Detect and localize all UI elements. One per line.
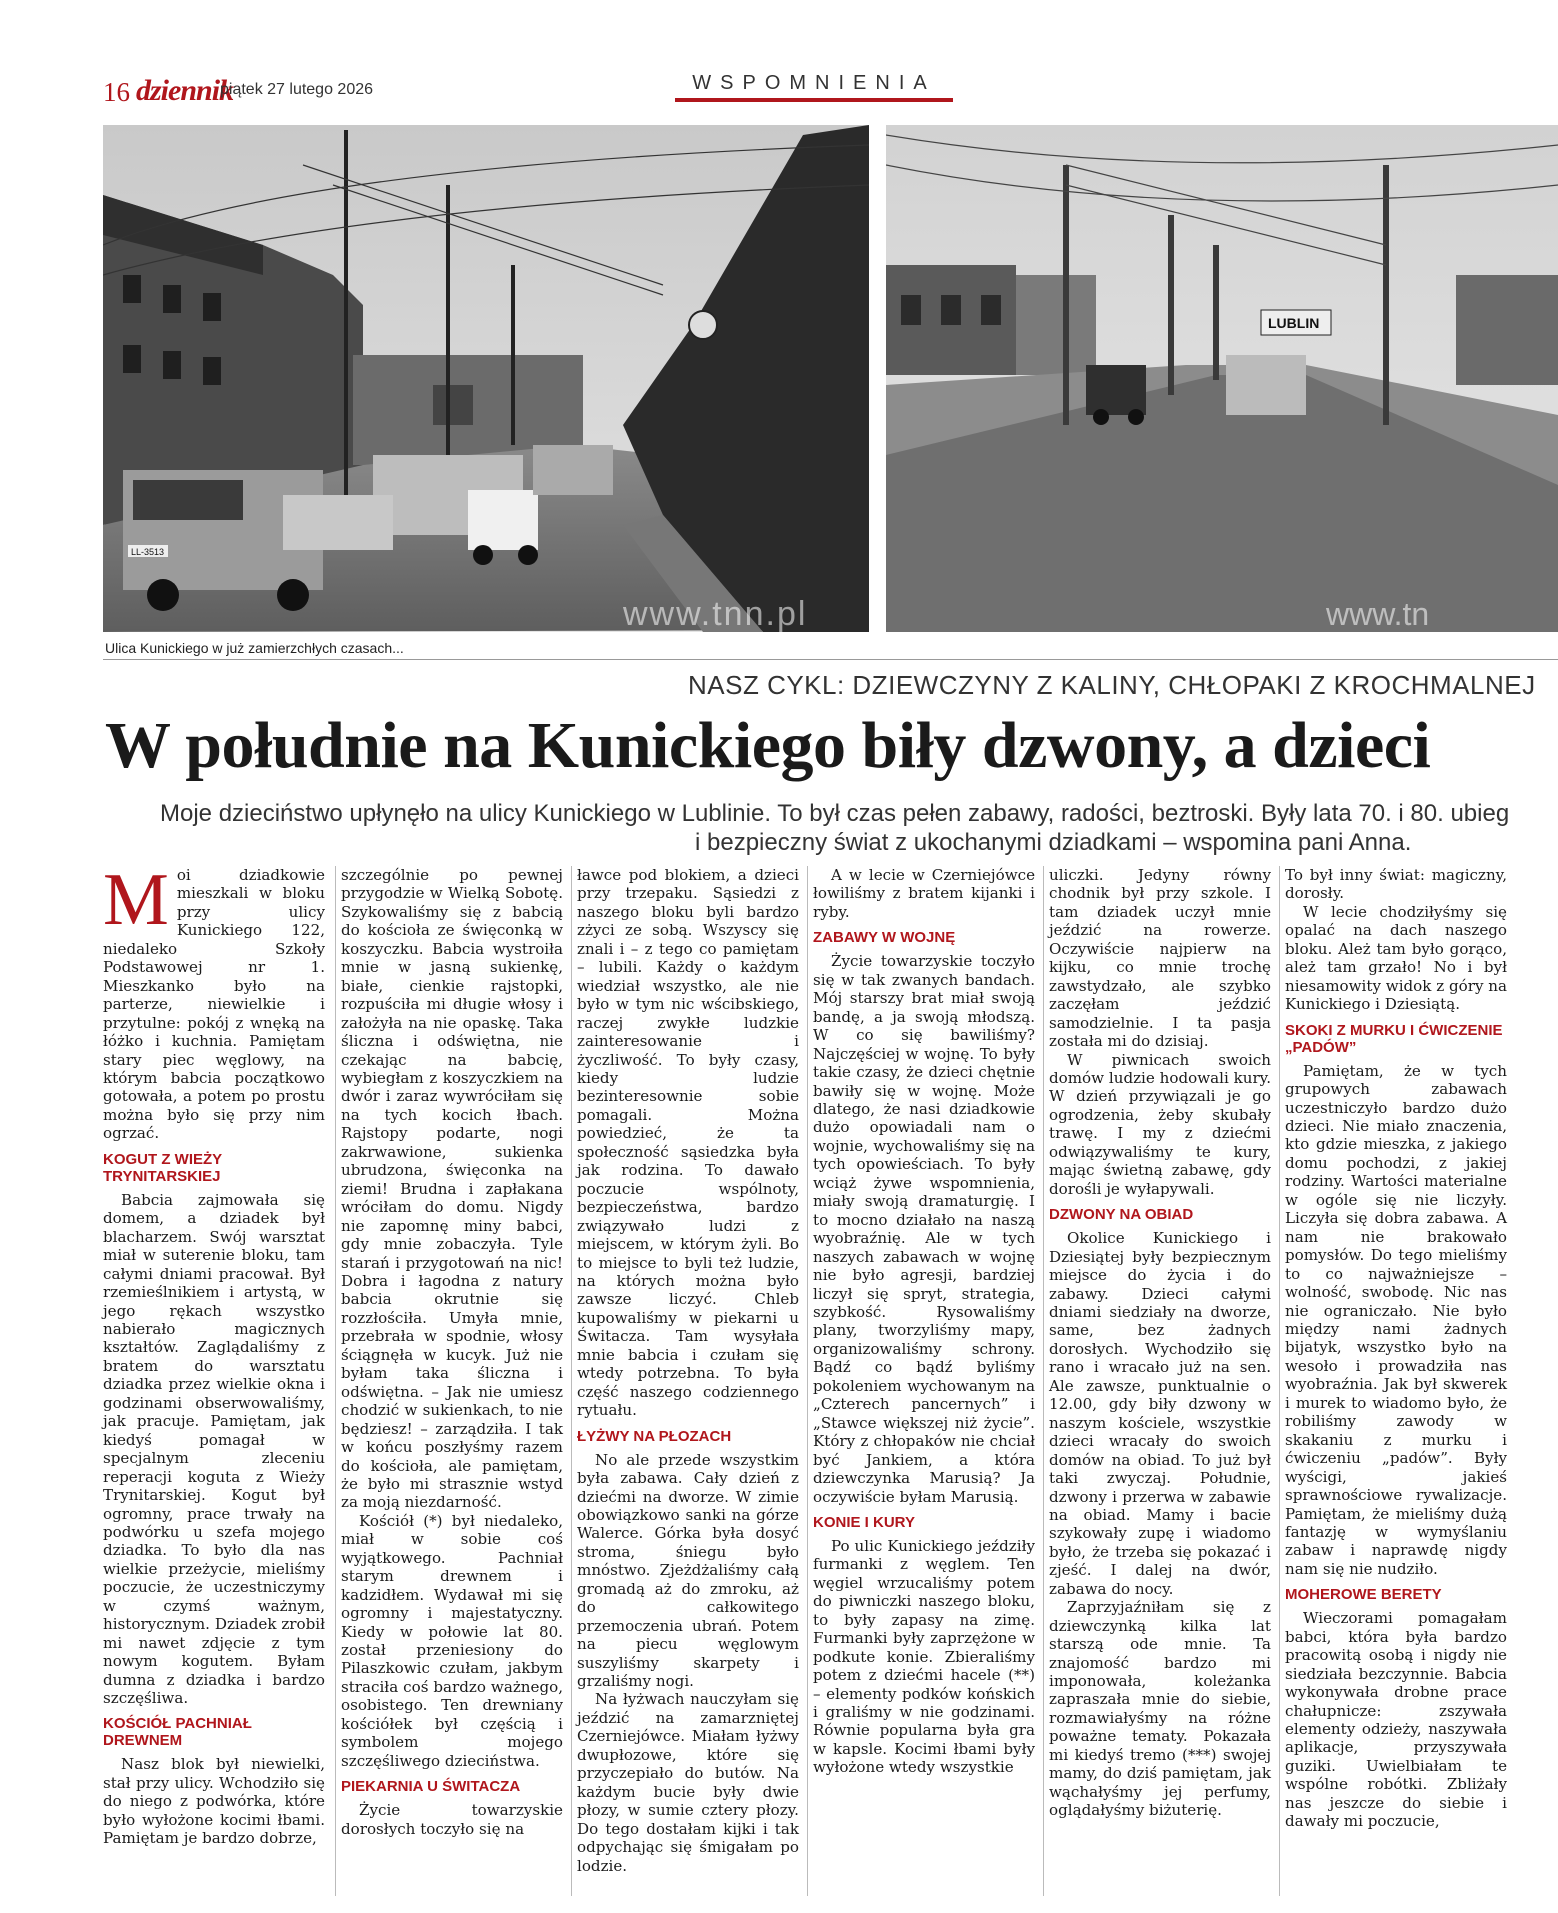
section-title: WSPOMNIENIA	[692, 72, 936, 94]
column-divider	[335, 866, 336, 1896]
subheading: DZWONY NA OBIAD	[1049, 1206, 1194, 1224]
watermark-right: www.tn	[1326, 596, 1430, 632]
subheading: KONIE I KURY	[813, 1513, 915, 1531]
headline: W południe na Kunickiego biły dzwony, a dzieci	[105, 709, 1431, 782]
article-column-4	[813, 866, 1035, 1777]
section-underline	[675, 98, 953, 102]
paragraph: Życie towarzyskie toczyło się w tak zwanych bandach. Mój starszy brat miał swoją bandę, a ja swoją młodszą. W co się bawiliśmy? Najczęściej w wojnę. To były takie czasy, że dzieci chętnie bawiły się w wojnę. Może dlatego, że nasi dziadkowie dużo opowiadali nam o wojnie, wychowaliśmy się na tych opowieściach. To były wciąż żywe wspomnienia, miały swoją dramaturgię. I to mocno działało na naszą wyobraźnię. Ale w tych naszych zabawach w wojnę nie było agresji, bardziej liczył się spryt, strategia, szybkość. Rysowaliśmy plany, tworzyliśmy mapy, organizowaliśmy schrony. Bądź co bądź byliśmy pokoleniem wychowanym na „Czterech pancernych” i „Stawce większej niż życie”. Który z chłopaków nie chciał być Jankiem, a która dziewczynka Marusią? Ja oczywiście byłam Marusią.	[813, 952, 1035, 1506]
paragraph: Zaprzyjaźniłam się z dziewczynką kilka lat starszą ode mnie. Ta znajomość bardzo mi imponowała, koleżanka zapraszała mnie do siebie, rozmawiałyśmy na różne poważne tematy. Pokazała mi kiedyś tremo (***) swojej mamy, do dziś pamiętam, jak wąchałyśmy jej perfumy, oglądałyśmy biżuterię.	[1049, 1598, 1271, 1820]
paragraph: szczególnie po pewnej przygodzie w Wielką Sobotę. Szykowaliśmy się z babcią do kościoła ze święconką w koszyczku. Babcia wystroiła mnie w jasną sukienkę, białe, cienkie rajstopki, rozpuściła mi długie włosy i założyła na nie opaskę. Taka śliczna i odświętna, nie czekając na babcię, wybiegłam z koszyczkiem na dwór i zaraz wywróciłam się na tych kocich łbach. Rajstopy podarte, nogi zakrwawione, sukienka ubrudzona, święconka na ziemi! Brudna i zapłakana wróciłam do domu. Nigdy nie zapomnę miny babci, gdy mnie zobaczyła. Tyle starań i przygotowań na nic! Dobra i łagodna z natury babcia okrutnie się rozzłościła. Umyła mnie, przebrała w spodnie, włosy ściągnęła w kucyk. Już nie byłam taka śliczna i odświętna. – Jak nie umiesz chodzić w sukienkach, to nie będziesz! – zarządziła. I tak w końcu poszłyśmy razem do kościoła, ale pamiętam, że było mi strasznie wstyd za moją niezdarność.	[341, 866, 563, 1512]
photo-caption: Ulica Kunickiego w już zamierzchłych czasach...	[105, 640, 404, 656]
paragraph: Wieczorami pomagałam babci, która była bardzo pracowitą osobą i nigdy nie siedziała bezczynnie. Babcia wykonywała drobne prace chałupnicze: zszywała elementy odzieży, naszywała aplikacje, przyszywała guziki. Uwielbiałam te wspólne robótki. Zbliżały nas jeszcze do siebie i dawały mi poczucie,	[1285, 1609, 1507, 1831]
street-photo-left	[103, 125, 869, 632]
issue-date: piątek 27 lutego 2026	[220, 81, 374, 98]
paragraph: W piwnicach swoich domów ludzie hodowali kury. W dzień przywiązali je go ogrodzenia, żeby skubały trawę. I my z dziećmi odwiązywaliśmy te kury, mając świetną zabawę, gdy dorośli je wyłapywali.	[1049, 1050, 1271, 1198]
column-divider	[1043, 866, 1044, 1896]
paragraph: uliczki. Jedyny równy chodnik był przy szkole. I tam dziadek uczył mnie jeździć na rowerze. Oczywiście najpierw na kijku, co mnie trochę zawstydzało, ale szybko zaczęłam jeździć samodzielnie. I ta pasja została mi do dzisiaj.	[1049, 866, 1271, 1051]
watermark-left: www.tnn.pl	[623, 595, 808, 632]
lead-line-2: i bezpieczny świat z ukochanymi dziadkami – wspomina pani Anna.	[695, 829, 1412, 856]
lead-line-1: Moje dzieciństwo upłynęło na ulicy Kunickiego w Lublinie. To był czas pełen zabawy, radości, beztroski. Były lata 70. i 80. ubieg	[160, 800, 1510, 827]
page-number: 16	[103, 77, 130, 107]
paragraph: Moi dziadkowie mieszkali w bloku przy ulicy Kunickiego 122, niedaleko Szkoły Podstawowej nr 1. Mieszkanko było na parterze, niewielkie i przytulne: pokój z wnęką na łóżko i kuchnia. Pamiętam stary piec węglowy, na którym babcia początkowo gotowała, a potem po prostu można było się przy nim ogrzać.	[103, 859, 325, 1143]
lublin-sign: LUBLIN	[1268, 315, 1320, 331]
article-column-5	[1049, 866, 1271, 1820]
subheading: SKOKI Z MURKU I ĆWICZENIE „PADÓW”	[1285, 1021, 1503, 1056]
paragraph: Nasz blok był niewielki, stał przy ulicy. Wchodziło się do niego z podwórka, które było wyłożone kocimi łbami. Pamiętam je bardzo dobrze,	[103, 1755, 325, 1848]
subheading: PIEKARNIA U ŚWITACZA	[341, 1778, 521, 1796]
subheading: ZABAWY W WOJNĘ	[813, 929, 956, 947]
paragraph: W lecie chodziłyśmy się opalać na dach naszego bloku. Ależ tam było gorąco, ależ tam grzało! No i był niesamowity widok z góry na Kunickiego i Dziesiątą.	[1285, 902, 1507, 1014]
caption-divider	[103, 659, 1558, 660]
subheading: KOŚCIÓŁ PACHNIAŁ DREWNEM	[103, 1715, 252, 1750]
paragraph: Życie towarzyskie dorosłych toczyło się na	[341, 1801, 563, 1838]
article-column-1	[103, 859, 325, 1848]
paragraph: Po ulic Kunickiego jeździły furmanki z węglem. Ten węgiel wrzucaliśmy potem do piwniczki naszego bloku, to były zapasy na zimę. Furmanki były zaprzężone w podkute konie. Zbieraliśmy potem z dziećmi hacele (**) – elementy podków końskich i graliśmy w nie godzinami. Równie popularna była gra w kapsle. Kocimi łbami były wyłożone wtedy wszystkie	[813, 1536, 1035, 1777]
license-plate: LL-3513	[131, 547, 165, 557]
paragraph: Okolice Kunickiego i Dziesiątej były bezpiecznym miejsce do życia i do zabawy. Dzieci całymi dniami siedziały na dworze, same, bez żadnych dorosłych. Wychodziło się rano i wracało już na sen. Ale zawsze, punktualnie o 12.00, gdy biły dzwony w naszym kościele, wszystkie dzieci wracały do swoich domów na obiad. To już był taki zwyczaj. Południe, dzwony i przerwa w zabawie na obiad. Mamy i bacie szykowały zupę i wiadomo było, że trzeba się pokazać i zjeść. I dalej na dwór, zabawa do nocy.	[1049, 1229, 1271, 1598]
paragraph: Kościół (*) był niedaleko, miał w sobie coś wyjątkowego. Pachniał starym drewnem i kadzidłem. Wydawał mi się ogromny i majestatyczny. Kiedy w połowie lat 80. został przeniesiony do Pilaszkowic czułam, jakbym straciła coś bardzo ważnego, osobistego. Ten drewniany kościółek był częścią i symbolem mojego szczęśliwego dzieciństwa.	[341, 1511, 563, 1770]
subheading: KOGUT Z WIEŻY TRYNITARSKIEJ	[103, 1150, 222, 1185]
paragraph: No ale przede wszystkim była zabawa. Cały dzień z dziećmi na dworze. W zimie obowiązkowo sanki na górze Walerce. Górka była dosyć stroma, śniegu było mnóstwo. Zjeżdżaliśmy całą gromadą aż do zmroku, aż do całkowitego przemoczenia ubrań. Potem na piecu węglowym suszyliśmy skarpety i grzaliśmy nogi.	[577, 1450, 799, 1691]
newspaper-logo: dziennik	[136, 74, 234, 107]
article-column-6	[1285, 866, 1507, 1831]
article-column-3	[577, 866, 799, 1875]
paragraph: To był inny świat: magiczny, dorosły.	[1285, 866, 1507, 903]
column-divider	[1279, 866, 1280, 1896]
drop-cap: M	[103, 859, 169, 941]
paragraph: A w lecie w Czerniejówce łowiliśmy z bratem kijanki i ryby.	[813, 866, 1035, 921]
column-divider	[571, 866, 572, 1896]
column-divider	[807, 866, 808, 1896]
paragraph: Na łyżwach nauczyłam się jeździć na zamarzniętej Czerniejówce. Miałam łyżwy dwupłozowe, które się przyczepiało do butów. Na każdym bucie były dwie płozy, w sumie cztery płozy. Do tego dostałam kijki i tak odpychając się śmigałam po lodzie.	[577, 1690, 799, 1875]
street-photo-right	[886, 125, 1558, 632]
street-photo-left-image	[103, 125, 869, 632]
paragraph: Babcia zajmowała się domem, a dziadek był blacharzem. Swój warsztat miał w suterenie bloku, tam całymi dniami pracował. Był rzemieślnikiem i artystą, w jego rękach wszystko nabierało magicznych kształtów. Zaglądaliśmy z bratem do warsztatu dziadka przez wielkie okna i godzinami obserwowaliśmy, jak pracuje. Pamiętam, jak kiedyś pomagał w specjalnym zleceniu reperacji koguta z Wieży Trynitarskiej. Kogut był ogromny, prace trwały na podwórku u szefa mojego dziadka. To było dla nas wielkie przeżycie, mieliśmy poczucie, że uczestniczymy w czymś ważnym, historycznym. Dziadek zrobił mi nawet zdjęcie z tym nowym kogutem. Byłam dumna z dziadka i bardzo szczęśliwa.	[103, 1190, 325, 1708]
street-photo-right-image	[886, 125, 1558, 632]
paragraph: Pamiętam, że w tych grupowych zabawach uczestniczyło bardzo dużo dzieci. Nie miało znaczenia, kto gdzie mieszka, z jakiego domu pochodzi, z jakiej rodziny. Wartości materialne w ogóle się nie liczyły. Liczyła się dobra zabawa. A nam nie brakowało pomysłów. Do tego mieliśmy to co najważniejsze – wolność, swobodę. Nic nas nie ograniczało. Nie było między nami żadnych bijatyk, wszystko było na wesoło i prowadziła nas wyobraźnia. Jak był skwerek i murek to wiadomo było, że robiliśmy zawody w skakaniu z murku i ćwiczeniu „padów”. Były wyścigi, jakieś sprawnościowe rywalizacje. Pamiętam, że mieliśmy dużą fantazję w wymyślaniu zabaw i naprawdę nigdy nam się nie nudziło.	[1285, 1061, 1507, 1578]
subheading: MOHEROWE BERETY	[1285, 1586, 1442, 1604]
series-kicker: NASZ CYKL: DZIEWCZYNY Z KALINY, CHŁOPAKI Z KROCHMALNEJ	[688, 670, 1536, 700]
article-column-2	[341, 866, 563, 1838]
subheading: ŁYŻWY NA PŁOZACH	[577, 1427, 732, 1445]
paragraph: ławce pod blokiem, a dzieci przy trzepaku. Sąsiedzi z naszego bloku byli bardzo zżyci ze sobą. Wszyscy się znali i – z tego co pamiętam – lubili. Każdy o każdym wiedział wszystko, ale nie było w tym nic wścibskiego, raczej zwykłe ludzkie zainteresowanie i życzliwość. To były czasy, kiedy ludzie bezinteresownie sobie pomagali. Można powiedzieć, że ta społeczność sąsiedzka była jak rodzina. To dawało poczucie wspólnoty, bezpieczeństwa, bardzo związywało ludzi z miejscem, w którym żyli. Bo to miejsce to byli też ludzie, na których można było zawsze liczyć. Chleb kupowaliśmy w piekarni u Świtacza. Tam wysyłała mnie babcia i czułam się wtedy potrzebna. To była część naszego codziennego rytuału.	[577, 866, 799, 1420]
